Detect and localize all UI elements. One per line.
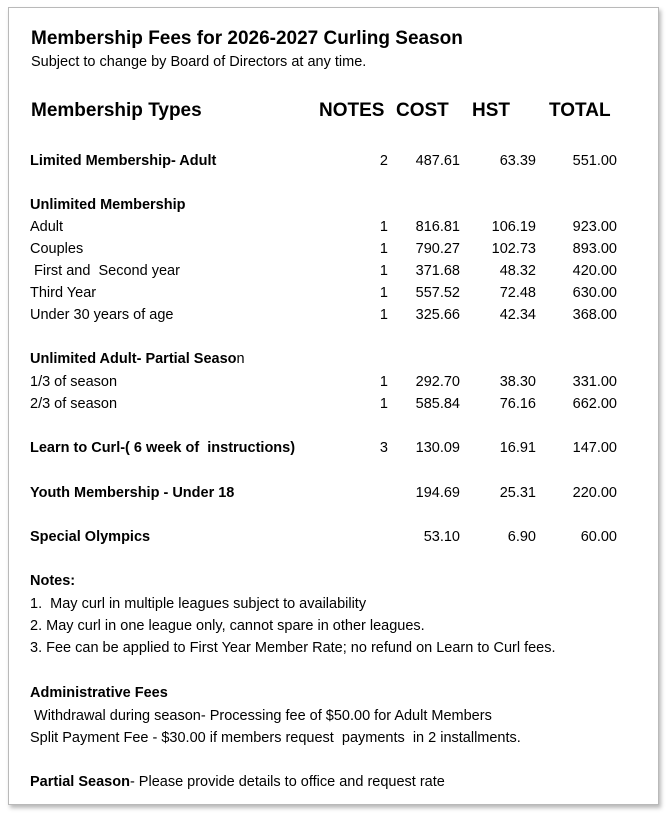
fee-hst: 76.16 bbox=[499, 396, 536, 412]
section-heading-partial-season bbox=[9, 351, 658, 373]
section-label bbox=[30, 351, 245, 367]
fee-notes: 2 bbox=[379, 153, 388, 169]
fee-label: Third Year bbox=[30, 285, 97, 301]
fee-hst: 38.30 bbox=[499, 374, 536, 390]
fee-notes: 1 bbox=[379, 285, 388, 301]
section-label-bold: Unlimited Adult- Partial Seaso bbox=[30, 351, 237, 367]
header-total: TOTAL bbox=[549, 100, 611, 121]
fee-total: 220.00 bbox=[572, 485, 617, 501]
fee-label: Limited Membership- Adult bbox=[30, 153, 217, 169]
fee-label: Youth Membership - Under 18 bbox=[30, 485, 235, 501]
section-label: Unlimited Membership bbox=[30, 197, 186, 213]
fee-cost: 371.68 bbox=[415, 263, 460, 279]
fee-total: 420.00 bbox=[572, 263, 617, 279]
fee-total: 551.00 bbox=[572, 153, 617, 169]
note-item: 2. May curl in one league only, cannot spare in other leagues. bbox=[30, 618, 425, 634]
partial-season-label: Partial Season bbox=[30, 774, 130, 790]
fee-total: 147.00 bbox=[572, 440, 617, 456]
fee-notes: 3 bbox=[379, 440, 388, 456]
partial-season-text: - Please provide details to office and request rate bbox=[129, 774, 445, 790]
fee-total: 368.00 bbox=[572, 307, 617, 323]
fee-label: Learn to Curl-( 6 week of instructions) bbox=[30, 440, 296, 456]
fee-hst: 6.90 bbox=[507, 529, 536, 545]
fee-notes: 1 bbox=[379, 263, 388, 279]
fee-cost: 790.27 bbox=[415, 241, 460, 257]
fee-total: 893.00 bbox=[572, 241, 617, 257]
fee-cost: 292.70 bbox=[415, 374, 460, 390]
note-item: 3. Fee can be applied to First Year Member Rate; no refund on Learn to Curl fees. bbox=[30, 640, 556, 656]
fee-notes: 1 bbox=[379, 219, 388, 235]
fee-row-first-second-year bbox=[9, 263, 658, 285]
admin-fee-line: Split Payment Fee - $30.00 if members request payments in 2 installments. bbox=[30, 730, 521, 746]
partial-season-note bbox=[30, 774, 445, 790]
fee-label: First and Second year bbox=[30, 263, 180, 279]
section-heading-unlimited bbox=[9, 197, 658, 219]
fee-notes: 1 bbox=[379, 241, 388, 257]
fee-cost: 816.81 bbox=[415, 219, 460, 235]
fee-label: Adult bbox=[30, 219, 64, 235]
fee-row-under-30 bbox=[9, 307, 658, 329]
fee-row-third-year bbox=[9, 285, 658, 307]
fee-total: 331.00 bbox=[572, 374, 617, 390]
fee-notes: 1 bbox=[379, 396, 388, 412]
fee-cost: 487.61 bbox=[415, 153, 460, 169]
header-notes: NOTES bbox=[319, 100, 385, 121]
header-cost: COST bbox=[396, 100, 449, 121]
notes-heading: Notes: bbox=[30, 573, 76, 589]
fee-total: 662.00 bbox=[572, 396, 617, 412]
fee-label: 2/3 of season bbox=[30, 396, 118, 412]
fee-total: 60.00 bbox=[580, 529, 617, 545]
admin-fee-line: Withdrawal during season- Processing fee of $50.00 for Adult Members bbox=[30, 708, 492, 724]
page-subtitle: Subject to change by Board of Directors at any time. bbox=[31, 54, 367, 70]
fee-notes: 1 bbox=[379, 307, 388, 323]
section-label-tail: n bbox=[236, 351, 245, 367]
fee-cost: 53.10 bbox=[423, 529, 460, 545]
fee-label: Couples bbox=[30, 241, 84, 257]
fee-hst: 106.19 bbox=[491, 219, 536, 235]
fee-cost: 130.09 bbox=[415, 440, 460, 456]
fee-label: Special Olympics bbox=[30, 529, 151, 545]
fee-schedule-card bbox=[8, 7, 659, 805]
fee-hst: 16.91 bbox=[499, 440, 536, 456]
fee-hst: 102.73 bbox=[491, 241, 536, 257]
fee-hst: 48.32 bbox=[499, 263, 536, 279]
fee-cost: 325.66 bbox=[415, 307, 460, 323]
fee-row-youth bbox=[9, 485, 658, 507]
note-item: 1. May curl in multiple leagues subject to availability bbox=[30, 596, 367, 612]
fee-hst: 72.48 bbox=[499, 285, 536, 301]
header-hst: HST bbox=[472, 100, 510, 121]
fee-row-learn-to-curl bbox=[9, 440, 658, 462]
fee-row-two-thirds-season bbox=[9, 396, 658, 418]
header-membership-types: Membership Types bbox=[31, 100, 202, 121]
fee-hst: 63.39 bbox=[499, 153, 536, 169]
fee-row-special-olympics bbox=[9, 529, 658, 551]
fee-cost: 557.52 bbox=[415, 285, 460, 301]
fee-row-one-third-season bbox=[9, 374, 658, 396]
fee-label: 1/3 of season bbox=[30, 374, 118, 390]
fee-row-couples bbox=[9, 241, 658, 263]
fee-cost: 194.69 bbox=[415, 485, 460, 501]
fee-notes: 1 bbox=[379, 374, 388, 390]
fee-row-unlimited-adult bbox=[9, 219, 658, 241]
fee-hst: 25.31 bbox=[499, 485, 536, 501]
fee-cost: 585.84 bbox=[415, 396, 460, 412]
page-title: Membership Fees for 2026-2027 Curling Season bbox=[31, 28, 463, 49]
fee-row-limited-adult bbox=[9, 153, 658, 175]
fee-label: Under 30 years of age bbox=[30, 307, 174, 323]
admin-fees-heading: Administrative Fees bbox=[30, 685, 168, 701]
fee-hst: 42.34 bbox=[499, 307, 536, 323]
fee-total: 630.00 bbox=[572, 285, 617, 301]
fee-total: 923.00 bbox=[572, 219, 617, 235]
